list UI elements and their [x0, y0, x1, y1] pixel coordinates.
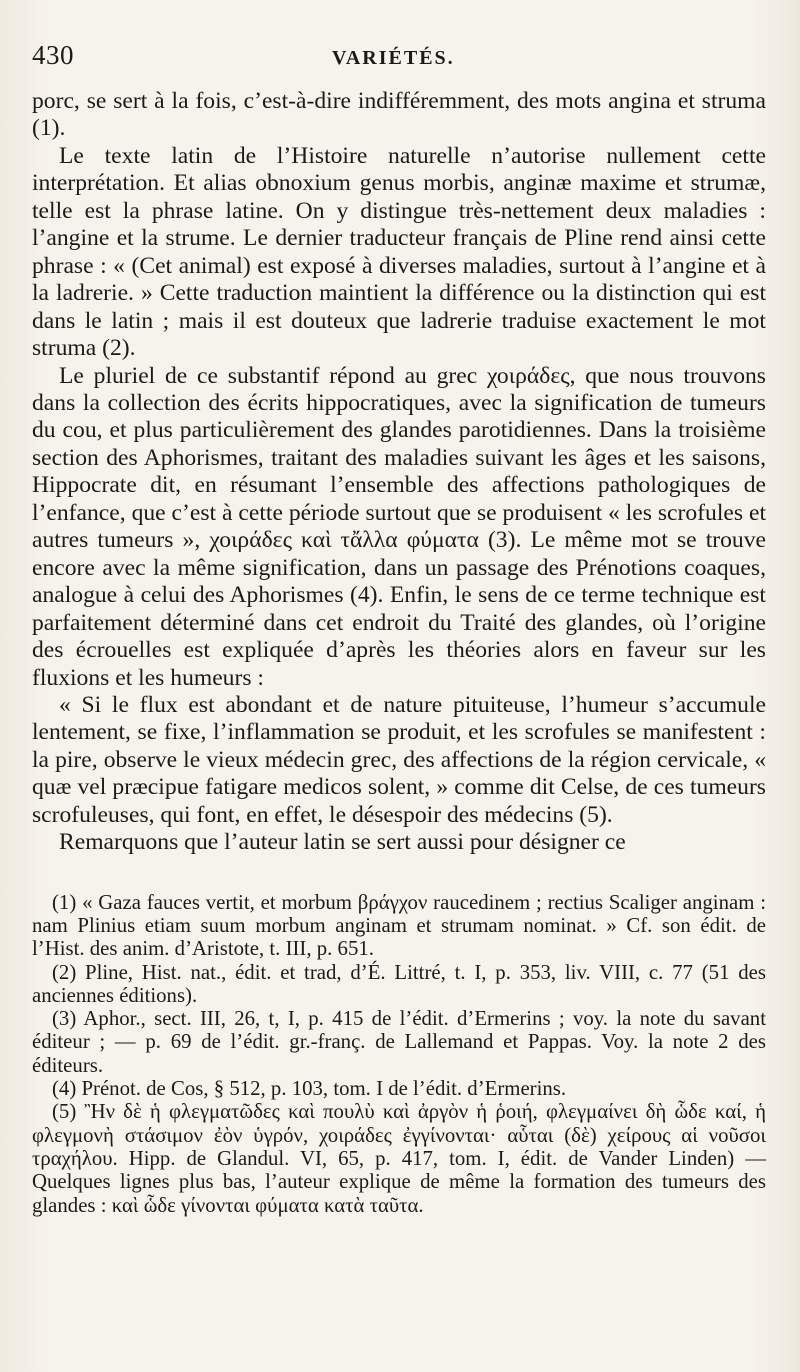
- paragraph-2: Le texte latin de l’Histoire naturelle n’autorise nullement cette interprétation. Et alias obnoxium genus morbis, anginæ maxime et strumæ, telle est la phrase latine. On y distingue très-nettement deux maladies : l’angine et la strume. Le dernier traducteur français de Pline rend ainsi cette phrase : « (Cet animal) est exposé à diverses maladies, surtout à l’angine et à la ladrerie. » Cette traduction maintient la différence ou la distinction qui est dans le latin ; mais il est douteux que ladrerie traduise exactement le mot struma (2).: [32, 142, 766, 362]
- footnote-3: (3) Aphor., sect. III, 26, t, I, p. 415 de l’édit. d’Ermerins ; voy. la note du savant éditeur ; — p. 69 de l’édit. gr.-franç. de Lallemand et Pappas. Voy. la note 2 des éditeurs.: [32, 1007, 766, 1077]
- paragraph-4: « Si le flux est abondant et de nature pituiteuse, l’humeur s’accumule lentement, se fixe, l’inflammation se produit, et les scrofules se manifestent : la pire, observe le vieux médecin grec, des affections de la région cervicale, « quæ vel præcipue fatigare medicos solent, » comme dit Celse, de ces tumeurs scrofuleuses, qui font, en effet, le désespoir des médecins (5).: [32, 691, 766, 828]
- running-header: [32, 40, 766, 80]
- page-number: 430: [32, 40, 74, 70]
- paragraph-3: Le pluriel de ce substantif répond au grec χοιράδες, que nous trouvons dans la collection des écrits hippocratiques, avec la signification de tumeurs du cou, et plus particulièrement des glandes parotidiennes. Dans la troisième section des Aphorismes, traitant des maladies suivant les âges et les saisons, Hippocrate dit, en résumant l’ensemble des affections pathologiques de l’enfance, que c’est à cette période surtout que se produisent « les scrofules et autres tumeurs », χοιράδες καὶ τἄλλα φύματα (3). Le même mot se trouve encore avec la même signification, dans un passage des Prénotions coaques, analogue à celui des Aphorismes (4). Enfin, le sens de ce terme technique est parfaitement déterminé dans cet endroit du Traité des glandes, où l’origine des écrouelles est expliquée d’après les théories alors en faveur sur les fluxions et les humeurs :: [32, 362, 766, 691]
- paragraph-5: Remarquons que l’auteur latin se sert aussi pour désigner ce: [59, 829, 626, 856]
- running-title: VARIÉTÉS.: [332, 47, 455, 69]
- paragraph-1: porc, se sert à la fois, c’est-à-dire indifféremment, des mots angina et struma (1).: [32, 88, 766, 142]
- footnotes: [32, 891, 766, 1217]
- main-text: [32, 88, 766, 857]
- footnote-4: (4) Prénot. de Cos, § 512, p. 103, tom. I de l’édit. d’Ermerins.: [52, 1077, 567, 1101]
- footnote-1: (1) « Gaza fauces vertit, et morbum βράγχον raucedinem ; rectius Scaliger anginam : nam Plinius etiam suum morbum anginam et strumam nominat. » Cf. son édit. de l’Hist. des anim. d’Aristote, t. III, p. 651.: [32, 890, 766, 961]
- footnote-2: (2) Pline, Hist. nat., édit. et trad, d’É. Littré, t. I, p. 353, liv. VIII, c. 77 (51 des anciennes éditions).: [32, 960, 766, 1007]
- footnote-5: (5) Ἢν δὲ ἡ φλεγματῶδες καὶ πουλὺ καὶ ἀργὸν ἡ ῥοιή, φλεγμαίνει δὴ ὧδε καί, ἡ φλεγμονὴ στάσιμον ἐὸν ὑγρόν, χοιράδες ἐγγίνονται· αὗται (δὲ) χείρους αἱ νοῦσοι τραχήλου. Hipp. de Glandul. VI, 65, p. 417, tom. I, édit. de Vander Linden) — Quelques lignes plus bas, l’auteur explique de même la formation des tumeurs des glandes : καὶ ὧδε γίνονται φύματα κατὰ ταῦτα.: [32, 1100, 766, 1217]
